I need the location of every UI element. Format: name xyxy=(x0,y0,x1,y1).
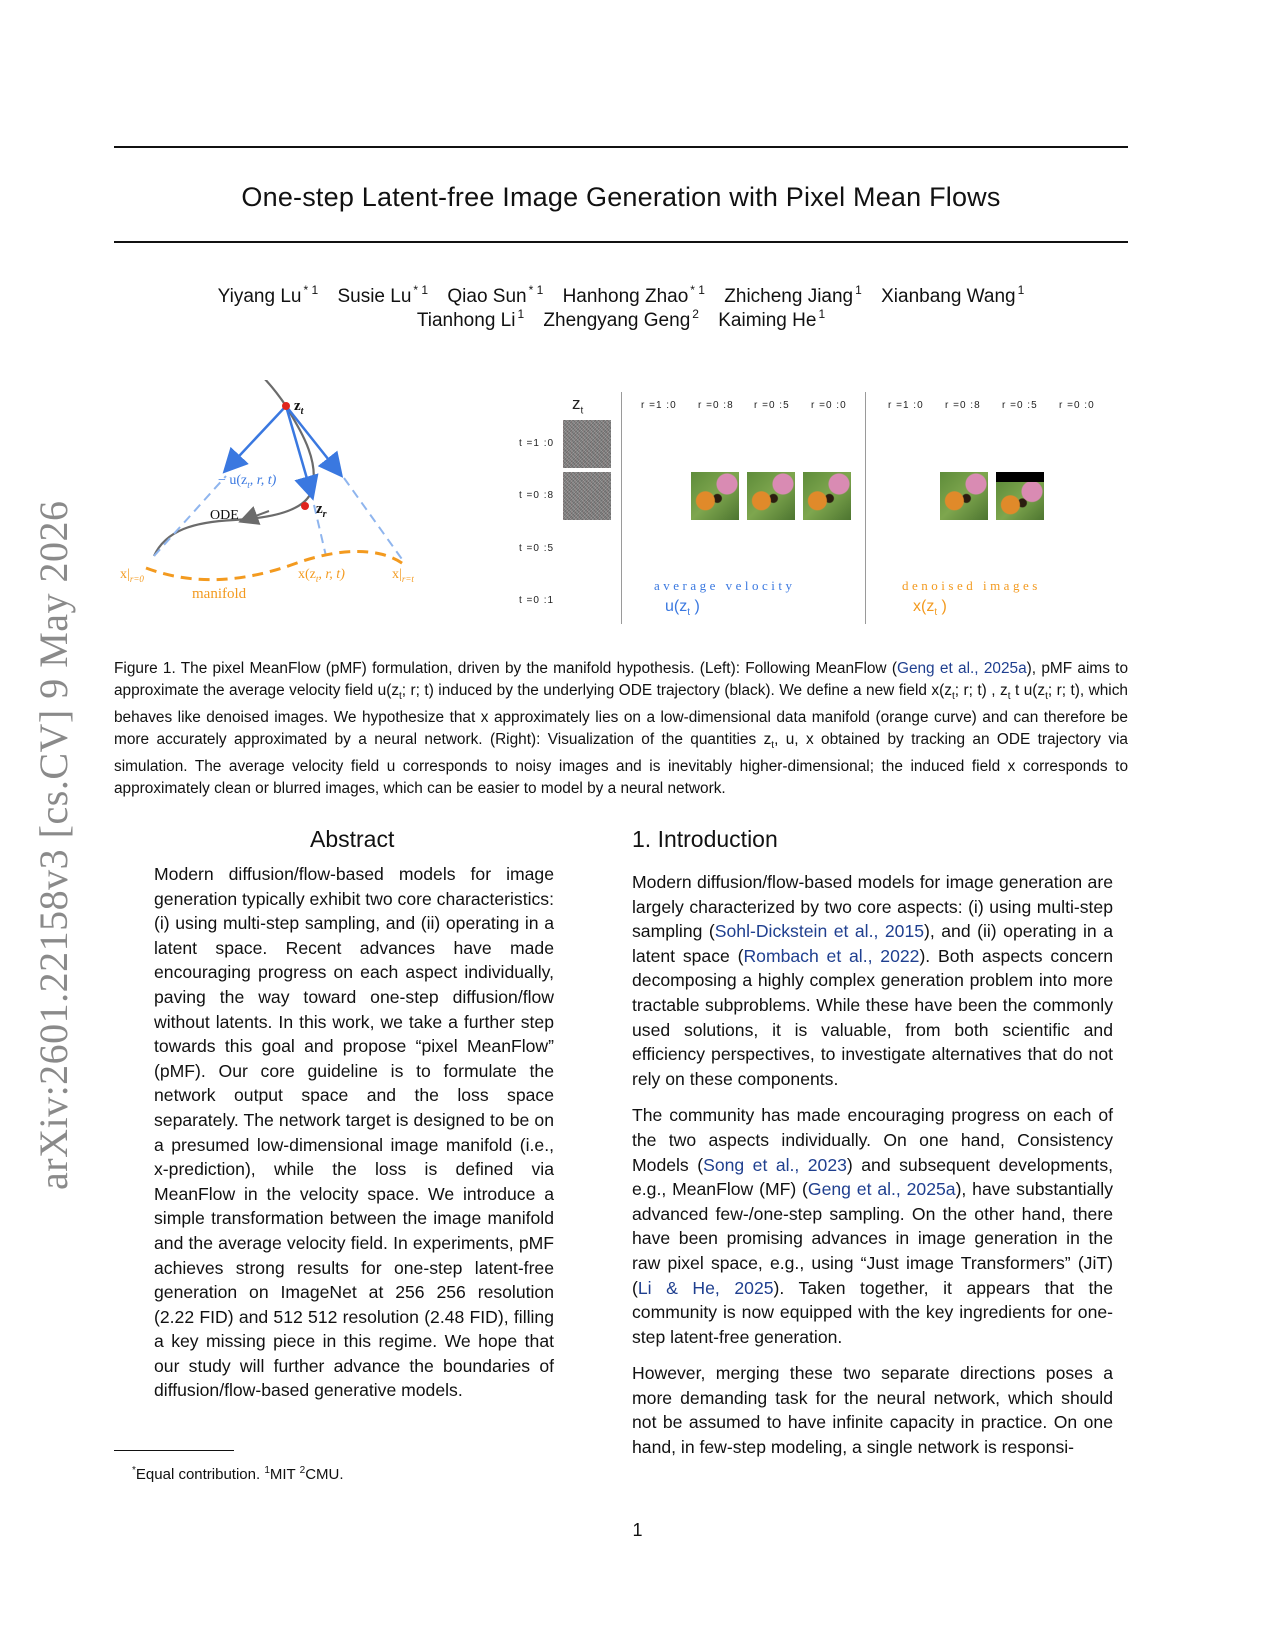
t-row-label: t =1 :0 xyxy=(519,438,555,449)
author: Qiao Sun $^{* 1}$ xyxy=(447,283,544,307)
r-column-header: r =0 :5 xyxy=(754,400,790,411)
author: Zhicheng Jiang $^1$ xyxy=(724,283,862,307)
ode-label: ODE xyxy=(210,508,239,523)
title-rule-top xyxy=(114,146,1128,148)
page-number: 1 xyxy=(632,1520,643,1540)
r-column-header: r =1 :0 xyxy=(641,400,677,411)
velocity-arrow xyxy=(226,406,286,470)
author-line-2 xyxy=(114,307,1128,332)
t-row-label: t =0 :5 xyxy=(519,543,555,554)
zt-column-header: $z_t$ xyxy=(572,394,584,417)
citation-link[interactable]: Geng et al., 2025a xyxy=(896,660,1027,677)
intro-paragraph: The community has made encouraging progress on each of the two aspects individually. On one hand, Consistency Models (Song et al., 2023) and subsequent developments, e.g., MeanFlow (MF) (Geng et al., 2025a), have substantially advanced few-/one-step sampling. On the other hand, there have been promising advances in image generation in the raw pixel space, e.g., using “Just image Transformers” (JiT) (Li & He, 2025). Taken together, it appears that the community is now equipped with the key ingredients for one-step latent-free generation. xyxy=(632,1105,1114,1347)
intro-heading: 1. Introduction xyxy=(632,826,778,852)
r-column-header: r =0 :8 xyxy=(698,400,734,411)
average-velocity-label: average velocity xyxy=(654,578,796,593)
x-rt-label: $x|_{r=t}$ xyxy=(392,567,414,584)
denoised-image xyxy=(940,472,988,520)
velocity-image xyxy=(747,472,795,520)
citation-link[interactable]: Li & He, 2025 xyxy=(637,1277,774,1298)
footnote: *Equal contribution. $^1$MIT $^2$CMU. xyxy=(132,1465,344,1483)
author: Susie Lu $^{* 1}$ xyxy=(337,283,429,307)
zr-point xyxy=(301,502,309,510)
average-velocity-symbol: $u(z_t$ ) xyxy=(665,598,700,619)
intro-paragraph: However, merging these two separate directions poses a more demanding task for the neural network, which should not be assumed to have infinite capacity in practice. On one hand, in few-step modeling, a single network is responsi- xyxy=(632,1363,1113,1458)
manifold-curve xyxy=(146,551,406,579)
r-column-header: r =0 :5 xyxy=(1002,400,1038,411)
zt-point xyxy=(282,402,290,410)
denoised-image xyxy=(996,472,1044,520)
author: Tianhong Li $^1$ xyxy=(416,307,525,331)
citation-link[interactable]: Geng et al., 2025a xyxy=(807,1179,956,1200)
denoised-images-symbol: $x(z_t$ ) xyxy=(913,598,947,619)
zr-label: $z_r$ xyxy=(316,501,327,520)
citation-link[interactable]: Song et al., 2023 xyxy=(703,1154,847,1175)
noise-image xyxy=(563,472,611,520)
denoised-images-label: denoised images xyxy=(902,578,1041,593)
figure-caption: Figure 1. The pixel MeanFlow (pMF) formulation, driven by the manifold hypothesis. (Left): Following MeanFlow (Geng et al., 2025a), pMF aims to approximate the average velocity field $u(z_t$; r; t) induced by the underlying ODE trajectory (black). We define a new field $x(z_t$; r; t) , $z_t$ t $u(z_t$; r; t), which behaves like denoised images. We hypothesize that x approximately lies on a low-dimensional data manifold (orange curve) and can therefore be more accurately approximated by a neural network. (Right): Visualization of the quantities $z_t$, u, x obtained by tracking an ODE trajectory via simulation. The average velocity field u corresponds to noisy images and is inevitably higher-dimensional; the induced field x corresponds to approximately clean or blurred images, which can be easier to model by a neural network. xyxy=(114,660,1129,797)
t-row-label: t =0 :8 xyxy=(519,490,555,501)
abstract-heading: Abstract xyxy=(310,826,395,852)
arxiv-stamp: arXiv:2601.22158v3 [cs.CV] 9 May 2026 xyxy=(31,500,76,1190)
velocity-image xyxy=(803,472,851,520)
author: Yiyang Lu $^{* 1}$ xyxy=(217,283,319,307)
noise-image xyxy=(563,420,611,468)
manifold-diagram xyxy=(114,380,444,620)
author-line-1 xyxy=(114,283,1128,308)
footnote-rule xyxy=(114,1450,234,1451)
citation-link[interactable]: Sohl-Dickstein et al., 2015 xyxy=(714,921,925,942)
author: Kaiming He $^1$ xyxy=(718,307,826,331)
zt-label: $z_t$ xyxy=(294,398,304,417)
r-column-header: r =0 :0 xyxy=(811,400,847,411)
intro-body xyxy=(632,870,1113,1472)
velocity-image xyxy=(691,472,739,520)
author: Zhengyang Geng $^2$ xyxy=(543,307,699,331)
author: Xianbang Wang $^1$ xyxy=(881,283,1025,307)
column-divider xyxy=(621,392,622,624)
t-row-label: t =0 :1 xyxy=(519,595,555,606)
paper-title: One-step Latent-free Image Generation with Pixel Mean Flows xyxy=(241,182,1001,212)
manifold-label: manifold xyxy=(192,586,247,602)
intro-paragraph: Modern diffusion/flow-based models for image generation are largely characterized by two core aspects: (i) using multi-step sampling (Sohl-Dickstein et al., 2015), and (ii) operating in a latent space (Rombach et al., 2022). Both aspects concern decomposing a highly complex generation problem into more tractable subproblems. While these have been the commonly used solutions, it is valuable, from both scientific and efficiency perspectives, to investigate alternatives that do not rely on these components. xyxy=(632,872,1113,1089)
title-rule-bottom xyxy=(114,241,1128,243)
r-column-header: r =0 :0 xyxy=(1059,400,1095,411)
column-divider xyxy=(865,392,866,624)
x-mid-label: $x(z_t$, r, t) xyxy=(298,567,345,584)
r-column-header: r =1 :0 xyxy=(888,400,924,411)
r-column-header: r =0 :8 xyxy=(945,400,981,411)
x-r0-label: $x|_{r=0}$ xyxy=(120,567,144,584)
author: Hanhong Zhao $^{* 1}$ xyxy=(562,283,705,307)
neg-u-label: − $u(z_t$, r, t) xyxy=(218,473,277,490)
abstract-text: Modern diffusion/flow-based models for image generation typically exhibit two core characteristics: (i) using multi-step sampling, and (ii) operating in a latent space. Recent advances have made encouraging progress on each aspect individually, paving the way toward one-step diffusion/flow without latents. In this work, we take a further step towards this goal and propose “pixel MeanFlow” (pMF). Our core guideline is to formulate the network output space and the loss space separately. The network target is designed to be on a presumed low-dimensional image manifold (i.e., x-prediction), while the loss is defined via MeanFlow in the velocity space. We introduce a simple transformation between the image manifold and the average velocity field. In experiments, pMF achieves strong results for one-step latent-free generation on ImageNet at 256 256 resolution (2.22 FID) and 512 512 resolution (2.48 FID), filling a key missing piece in this regime. We hope that our study will further advance the boundaries of diffusion/flow-based generative models. xyxy=(154,864,554,1401)
citation-link[interactable]: Rombach et al., 2022 xyxy=(743,945,920,966)
